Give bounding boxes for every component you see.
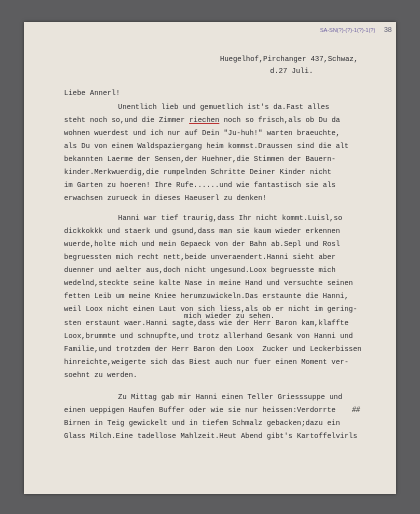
text-line: als Du von einem Waldspaziergang heim kommst.Draussen sind die alt — [64, 143, 349, 151]
handwritten-mark: ## — [352, 405, 360, 414]
text-line: dickkokkk und staerk und gsund,dass man sie kaum wieder erkennen — [64, 228, 341, 236]
text-line: soehnt zu werden. — [64, 372, 138, 380]
letter-date: d.27 Juli. — [270, 68, 314, 76]
text-line: einen ueppigen Haufen Buffer oder wie sie nur heissen:Verdorrte — [64, 407, 336, 415]
text-line: kinder.Merkwuerdig,die rumpelnden Schritte Deiner Kinder nicht — [64, 169, 332, 177]
text-line: wuerde,holte mich und mein Gepaeck von der Bahn ab.Sepl und Rosl — [64, 241, 341, 249]
text-line: wohnen wuerdest und ich nur auf Dein "Ju-huh!" warten braeuchte, — [64, 130, 341, 138]
text-line: begruessten mich recht nett,beide unveraendert.Hanni sieht aber — [64, 254, 336, 262]
text-line: hinreichte,weigerte sich das Biest auch nur fuer einen Moment ver- — [64, 359, 349, 367]
text-line: weil Loox nicht einen Laut von sich liess,als ob er nicht im gering- — [64, 306, 358, 314]
text-line: steht noch so,und die Zimmer riechen noch so frisch,als ob Du da — [64, 117, 341, 125]
letter-page — [24, 22, 396, 494]
text-line: Unentlich lieb und gemuetlich ist's da.Fast alles — [118, 104, 330, 112]
page-number: 38 — [384, 27, 392, 34]
text-line: Birnen in Teig gewickelt und in tiefem Schmalz gebacken;dazu ein — [64, 420, 341, 428]
text-line: fetten Leib um meine Kniee herumzuwickeln.Das erstaunte die Hanni, — [64, 293, 349, 301]
underlined-word: riechen — [189, 117, 220, 125]
sender-address: Huegelhof,Pirchanger 437,Schwaz, — [220, 56, 359, 64]
text-line: Zu Mittag gab mir Hanni einen Teller Griesssuppe und — [118, 394, 343, 402]
text-line: Glass Milch.Eine tadellose Mahlzeit.Heut Abend gibt's Kartoffelvirls — [64, 433, 358, 441]
text-line: im Garten zu hoeren! Ihre Rufe......und wie fantastisch sie als — [64, 182, 336, 190]
text-line: Hanni war tief traurig,dass Ihr nicht kommt.Luisl,so — [118, 215, 343, 223]
text-line: erwachsen zurueck in dieses Haeuserl zu denken! — [64, 195, 267, 203]
text-line: wedelnd,steckte seine kalte Nase in meine Hand und versuchte seinen — [64, 280, 353, 288]
text-line: duenner und aelter aus,doch nicht ungesund.Loox begruesste mich — [64, 267, 336, 275]
interlinear-insertion: mich wieder zu sehen. — [184, 313, 275, 321]
text-line: bekannten Laerme der Sensen,der Huehner,die Stimmen der Bauern- — [64, 156, 336, 164]
archive-reference: SA-SN(?)-(?)-1(?)-1(?) — [320, 28, 376, 34]
text-line: sten erstaunt waer.Hanni sagte,dass wie der Herr Baron kam,klaffte — [64, 320, 349, 328]
text-line: Loox,brummte und schnupfte,und trotz allerhand Gesank von Hanni und — [64, 333, 353, 341]
salutation: Liebe Annerl! — [64, 90, 121, 98]
text-line: Familie,und trotzdem der Herr Baron den Loox Zucker und Leckerbissen — [64, 346, 362, 354]
